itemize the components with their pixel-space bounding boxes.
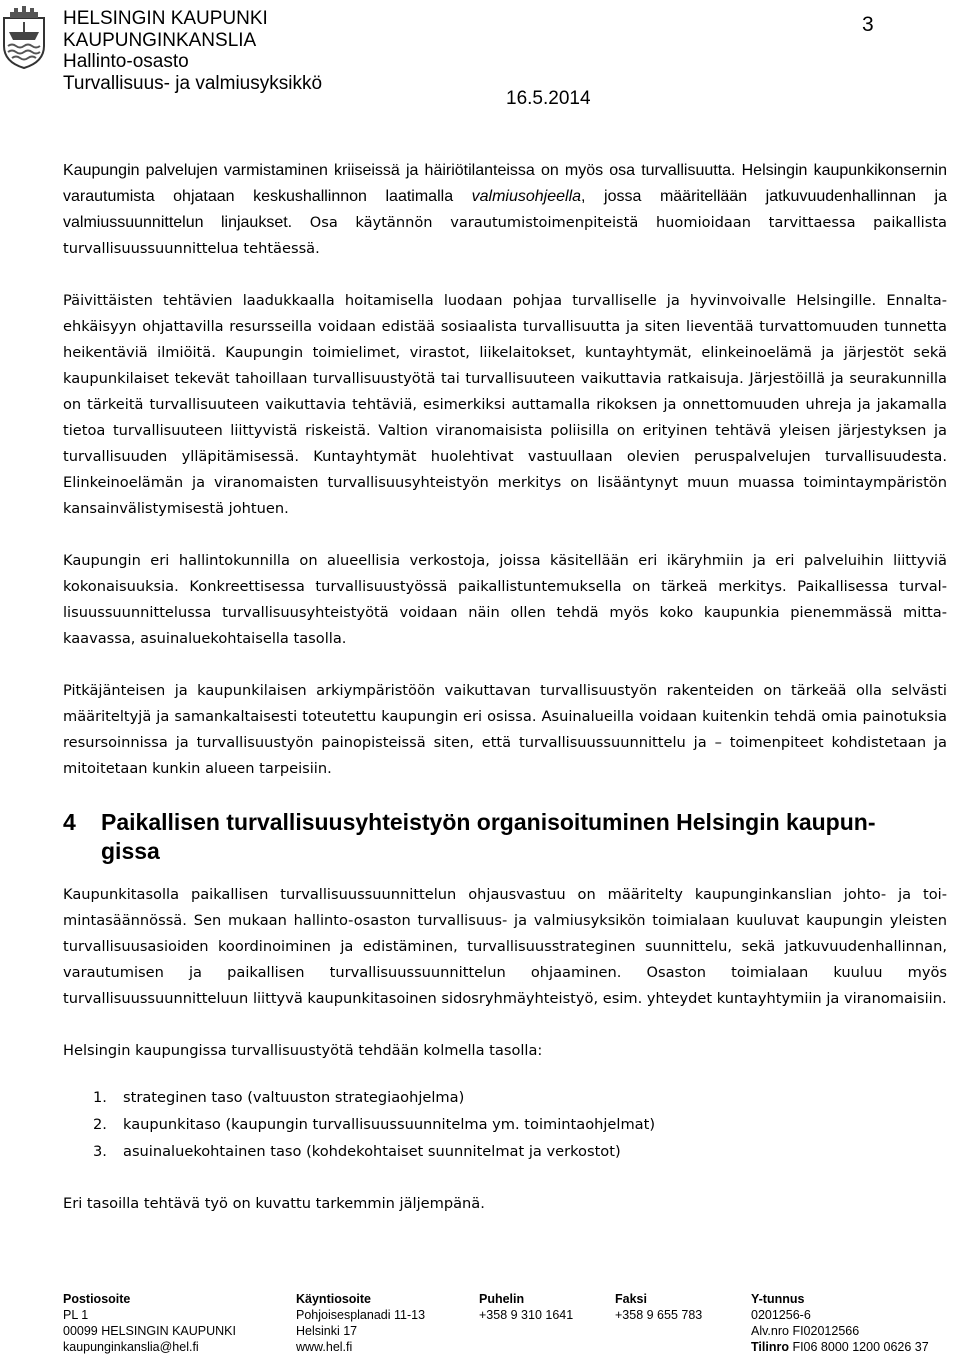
organization-name: HELSINGIN KAUPUNKI bbox=[63, 8, 268, 29]
paragraph: Eri tasoilla tehtävä työ on kuvattu tarkemmin jäljempänä. bbox=[63, 1195, 485, 1212]
paragraph: Kaupungin palvelujen varmistaminen kriiseissä ja häiriötilanteissa on myös osa turvallisuutta. Helsingin kaupunkikonsernin varautumista ohjataan keskushallinnon laatimalla valmiusohjeella, jossa määritellään jatkuvuudenhallinnan ja valmiussuunnittelun linjaukset. Osa käytännön varautumistoimenpiteistä huomioidaan tarvittaessa paikallista turvallisuussuunnittelua tehtäessä. bbox=[63, 162, 947, 257]
section-heading bbox=[63, 808, 947, 866]
paragraph: Kaupunkitasolla paikallisen turvallisuussuunnittelun ohjausvastuu on määritelty kaupunginkanslian johto- ja toimintasäännössä. Sen mukaan hallinto-osaston turvallisuus- ja valmiusyksikön toimialaan kuuluvat kaupungin yleisten turvallisuusasioiden koordinoiminen ja edistäminen, turvallisuusstrateginen suunnittelu, sekä jatkuvuudenhallinnan, varautumisen ja paikallisen turvallisuussuunnittelun ohjaaminen. Osaston toimialaan kuuluu myös turvallisuussuunnitteluun liittyvä kaupunkitasoinen sidosryhmäyhteistyö, esim. yhteydet kuntayhtymiin ja viranomaisiin. bbox=[63, 886, 947, 1007]
department-name: KAUPUNGINKANSLIA bbox=[63, 29, 257, 51]
list-item: 1. strateginen taso (valtuuston strategiaohjelma) bbox=[93, 1089, 465, 1106]
footer-fax: Faksi +358 9 655 783 bbox=[615, 1292, 703, 1322]
numbered-list bbox=[63, 1084, 947, 1165]
document-body bbox=[63, 158, 947, 1243]
section-number: 4 bbox=[63, 809, 76, 835]
unit-name: Turvallisuus- ja valmiusyksikkö bbox=[63, 72, 323, 94]
section-title: Paikallisen turvallisuusyhteistyön organisoituminen Helsingin kaupungissa bbox=[101, 809, 876, 864]
footer-phone: Puhelin +358 9 310 1641 bbox=[479, 1292, 574, 1322]
letterhead bbox=[63, 8, 322, 94]
division-name: Hallinto-osasto bbox=[63, 51, 189, 72]
paragraph: Kaupungin eri hallintokunnilla on alueellisia verkostoja, joissa käsitellään eri ikäryhmiin ja eri palveluihin liittyviä kokonaisuuksia. Konkreettisessa turvallisuustyössä paikallistuntemuksella on tärkeä merkitys. Paikallisessa turvallisuussuunnittelussa turvallisuusyhteistyötä voidaan näin ollen tehdä myös koko kaupunkia pienemmässä mittakaavassa, asuinaluekohtaisella tasolla. bbox=[63, 552, 947, 647]
page-number: 3 bbox=[862, 13, 874, 36]
list-item: 3. asuinaluekohtainen taso (kohdekohtaiset suunnitelmat ja verkostot) bbox=[93, 1143, 621, 1160]
paragraph: Päivittäisten tehtävien laadukkaalla hoitamisella luodaan pohjaa turvalliselle ja hyvinvoivalle Helsingille. Ennaltaehkäisyyn ohjattavilla resursseilla voidaan edistää sosiaalista turvallisuutta ja siten lieventää turvattomuuden tunnetta heikentäviä ilmiöitä. Kaupungin toimielimet, virastot, liikelaitokset, kuntayhtymät, elinkeinoelämä ja järjestöt sekä kaupunkilaiset tekevät tahoillaan turvallisuustyötä tai turvallisuuteen vaikuttavia ratkaisuja. Järjestöillä ja seurakunnilla on tärkeitä turvallisuuteen vaikuttavia tehtäviä, esimerkiksi auttamalla rikoksen ja onnettomuuden uhreja ja jakamalla tietoa turvallisuuteen liittyvistä riskeistä. Valtion viranomaisista poliisilla on erityinen tehtävä yleisen järjestyksen ja turvallisuuden ylläpitämisessä. Kuntayhtymät huolehtivat vastuullaan olevien peruspalvelujen turvallisuudesta. Elinkeinoelämän ja viranomaisten turvallisuusyhteistyön merkitys on lisääntynyt muun muassa toimintaympäristön kansainvälistymisestä johtuen. bbox=[63, 292, 947, 517]
list-item: 2. kaupunkitaso (kaupungin turvallisuussuunnitelma ym. toimintaohjelmat) bbox=[93, 1116, 656, 1133]
paragraph: Pitkäjänteisen ja kaupunkilaisen arkiympäristöön vaikuttavan turvallisuustyön rakenteiden on tärkeää olla selvästi määriteltyjä ja samankaltaisesti toteutettu kaupungin eri osissa. Asuinalueilla voidaan kuitenkin tehdä omia painotuksia resursoinnissa ja turvallisuustyön painopisteissä siten, että turvallisuussuunnittelu ja – toimenpiteet kohdistetaan ja mitoitetaan kunkin alueen tarpeisiin. bbox=[63, 682, 947, 777]
helsinki-coat-of-arms-icon bbox=[0, 0, 48, 70]
document-date: 16.5.2014 bbox=[506, 88, 591, 109]
footer-visiting-address: Käyntiosoite Pohjoisesplanadi 11-13 Helsinki 17 www.hel.fi bbox=[296, 1292, 426, 1354]
paragraph: Helsingin kaupungissa turvallisuustyötä tehdään kolmella tasolla: bbox=[63, 1042, 543, 1059]
footer-business-id: Y-tunnus 0201256-6 Alv.nro FI02012566 Tilinro FI06 8000 1200 0626 37 bbox=[751, 1292, 929, 1354]
emphasis: valmiusohjeella bbox=[471, 188, 582, 205]
footer-postal-address: Postiosoite PL 1 00099 HELSINGIN KAUPUNKI kaupunginkanslia@hel.fi bbox=[63, 1292, 236, 1354]
